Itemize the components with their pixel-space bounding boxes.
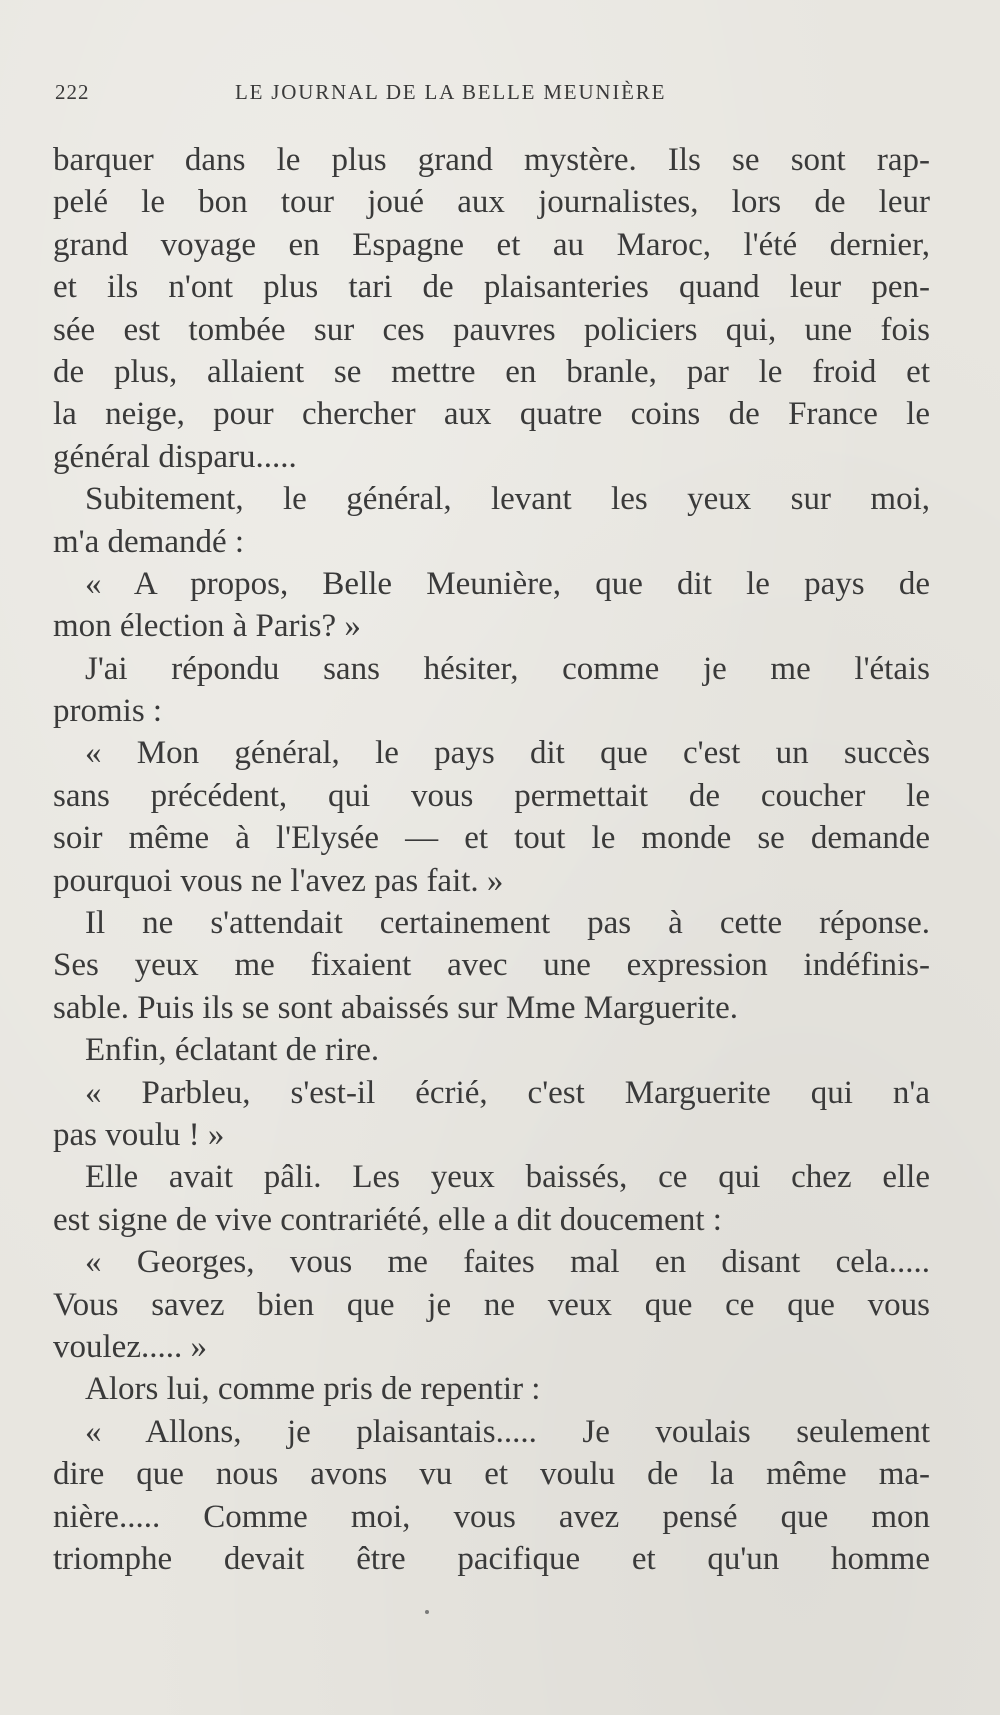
text-line: promis : bbox=[53, 693, 163, 730]
text-line: Alors lui, comme pris de repentir : bbox=[85, 1371, 541, 1408]
text-line: Il ne s'attendait certainement pas à cette réponse. bbox=[85, 905, 930, 942]
text-line: « Georges, vous me faites mal en disant cela..... bbox=[85, 1244, 930, 1281]
text-line: barquer dans le plus grand mystère. Ils se sont rap- bbox=[53, 142, 930, 178]
text-line: Ses yeux me fixaient avec une expression indéfinis- bbox=[53, 947, 930, 984]
text-line: soir même à l'Elysée — et tout le monde se demande bbox=[53, 820, 930, 857]
running-title: LE JOURNAL DE LA BELLE MEUNIÈRE bbox=[235, 80, 667, 104]
running-header bbox=[55, 80, 755, 110]
text-line: sée est tombée sur ces pauvres policiers qui, une fois bbox=[53, 311, 930, 348]
text-line: « Parbleu, s'est-il écrié, c'est Marguerite qui n'a bbox=[85, 1074, 930, 1111]
text-line: général disparu..... bbox=[53, 438, 297, 475]
text-line: pelé le bon tour joué aux journalistes, lors de leur bbox=[53, 184, 930, 221]
text-line: « Allons, je plaisantais..... Je voulais seulement bbox=[85, 1413, 930, 1450]
page-number: 222 bbox=[55, 80, 90, 104]
text-line: grand voyage en Espagne et au Maroc, l'été dernier, bbox=[53, 226, 930, 263]
text-line: dire que nous avons vu et voulu de la même ma- bbox=[53, 1456, 930, 1493]
text-line: « Mon général, le pays dit que c'est un succès bbox=[85, 735, 930, 772]
text-line: Elle avait pâli. Les yeux baissés, ce qui chez elle bbox=[85, 1159, 930, 1196]
text-line: sable. Puis ils se sont abaissés sur Mme Marguerite. bbox=[53, 989, 738, 1026]
text-line: Subitement, le général, levant les yeux sur moi, bbox=[85, 481, 930, 518]
text-line: Enfin, éclatant de rire. bbox=[85, 1032, 380, 1069]
text-line: triomphe devait être pacifique et qu'un homme bbox=[53, 1540, 930, 1577]
text-line: sans précédent, qui vous permettait de coucher le bbox=[53, 777, 930, 814]
text-line: la neige, pour chercher aux quatre coins de France le bbox=[53, 396, 930, 433]
text-line: voulez..... » bbox=[53, 1328, 207, 1365]
text-line: J'ai répondu sans hésiter, comme je me l'étais bbox=[85, 650, 930, 687]
text-line: m'a demandé : bbox=[53, 523, 245, 560]
text-line: Vous savez bien que je ne veux que ce que vous bbox=[53, 1286, 930, 1323]
text-line: mon élection à Paris? » bbox=[53, 608, 361, 645]
text-line: pourquoi vous ne l'avez pas fait. » bbox=[53, 862, 504, 899]
text-line: pas voulu ! » bbox=[53, 1116, 225, 1153]
paper-speck bbox=[425, 1610, 429, 1614]
body-text bbox=[53, 139, 930, 1580]
text-line: est signe de vive contrariété, elle a dit doucement : bbox=[53, 1201, 722, 1238]
text-line: « A propos, Belle Meunière, que dit le pays de bbox=[85, 565, 930, 602]
text-line: et ils n'ont plus tari de plaisanteries quand leur pen- bbox=[53, 269, 930, 306]
text-line: nière..... Comme moi, vous avez pensé que mon bbox=[53, 1498, 930, 1535]
text-line: de plus, allaient se mettre en branle, par le froid et bbox=[53, 353, 930, 390]
